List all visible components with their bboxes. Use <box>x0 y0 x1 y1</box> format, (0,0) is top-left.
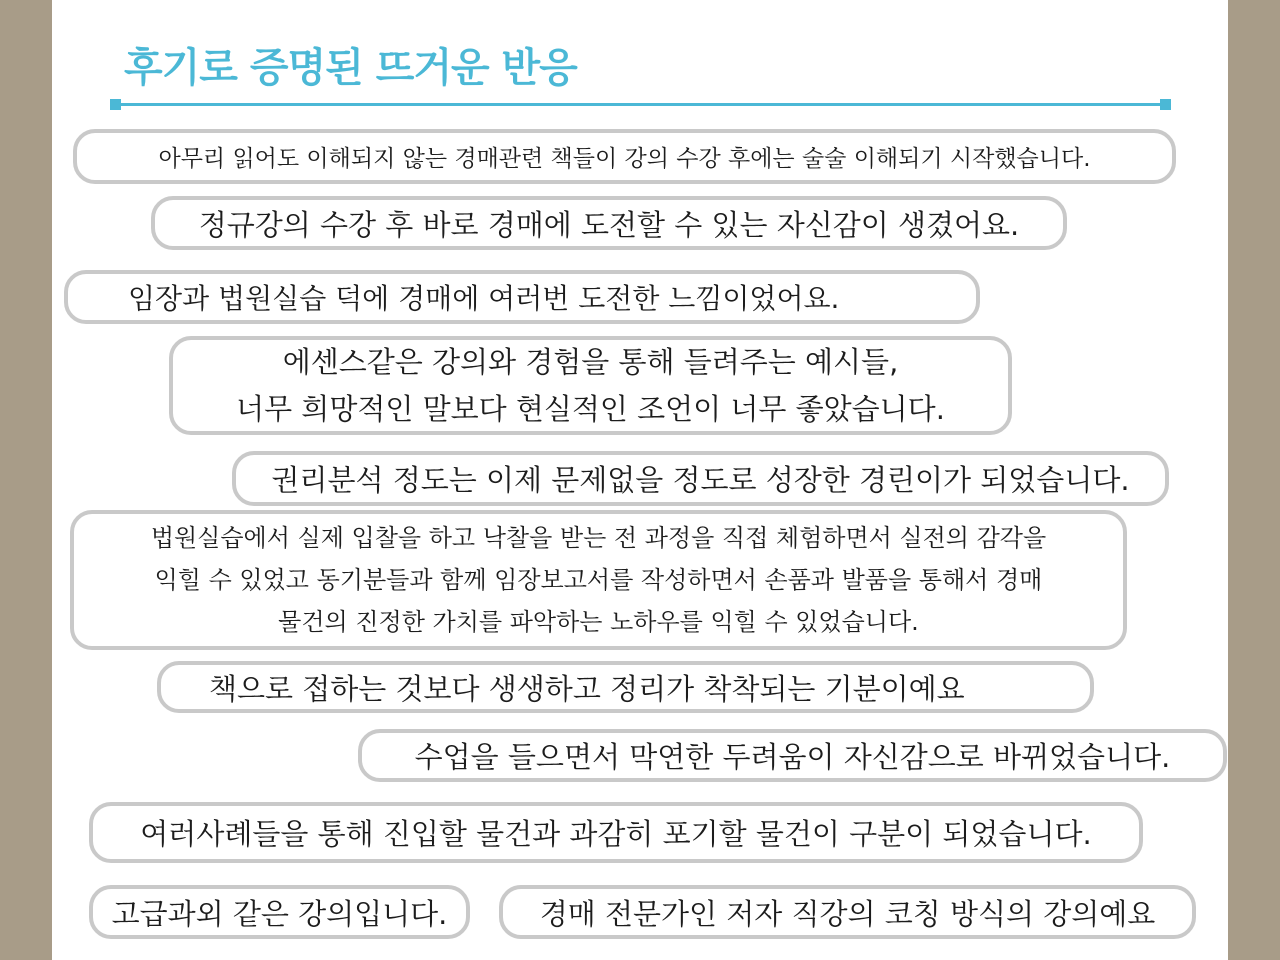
review-bubble-4 <box>169 336 1012 435</box>
review-bubble-8 <box>358 729 1227 782</box>
review-text: 수업을 들으면서 막연한 두려움이 자신감으로 바뀌었습니다. <box>414 740 1171 774</box>
underline-end-right <box>1160 99 1171 110</box>
review-text: 임장과 법원실습 덕에 경매에 여러번 도전한 느낌이었어요. <box>128 282 840 315</box>
review-text: 고급과외 같은 강의입니다. <box>111 896 448 931</box>
review-bubble-2 <box>151 196 1067 250</box>
underline-end-left <box>110 99 121 110</box>
review-text-line-3: 물건의 진정한 가치를 파악하는 노하우를 익힐 수 있었습니다. <box>278 608 919 636</box>
review-text: 책으로 접하는 것보다 생생하고 정리가 착착되는 기분이예요 <box>209 671 965 706</box>
review-bubble-7 <box>157 661 1094 713</box>
review-text: 경매 전문가인 저자 직강의 코칭 방식의 강의예요 <box>539 896 1156 931</box>
review-text-line-2: 익힐 수 있었고 동기분들과 함께 임장보고서를 작성하면서 손품과 발품을 통해서 경매 <box>154 566 1043 594</box>
review-text: 아무리 읽어도 이해되지 않는 경매관련 책들이 강의 수강 후에는 술술 이해되기 시작했습니다. <box>158 146 1091 172</box>
review-bubble-3 <box>64 270 980 324</box>
review-text: 권리분석 정도는 이제 문제없을 정도로 성장한 경린이가 되었습니다. <box>271 463 1130 497</box>
review-text: 여러사례들을 통해 진입할 물건과 과감히 포기할 물건이 구분이 되었습니다. <box>140 817 1092 851</box>
review-bubble-5 <box>232 451 1169 506</box>
title-underline <box>110 103 1170 106</box>
review-bubble-11 <box>499 885 1196 939</box>
review-text-line-2: 너무 희망적인 말보다 현실적인 조언이 너무 좋았습니다. <box>236 391 945 426</box>
review-bubble-10 <box>89 885 470 939</box>
page-title: 후기로 증명된 뜨거운 반응 <box>124 45 577 91</box>
review-text-line-1: 에센스같은 강의와 경험을 통해 들려주는 예시들, <box>282 344 899 379</box>
review-text: 정규강의 수강 후 바로 경매에 도전할 수 있는 자신감이 생겼어요. <box>198 207 1020 242</box>
review-bubble-1 <box>73 129 1176 184</box>
review-bubble-6 <box>70 510 1127 650</box>
review-bubble-9 <box>89 802 1143 863</box>
review-text-line-1: 법원실습에서 실제 입찰을 하고 낙찰을 받는 전 과정을 직접 체험하면서 실전의 감각을 <box>150 524 1047 552</box>
